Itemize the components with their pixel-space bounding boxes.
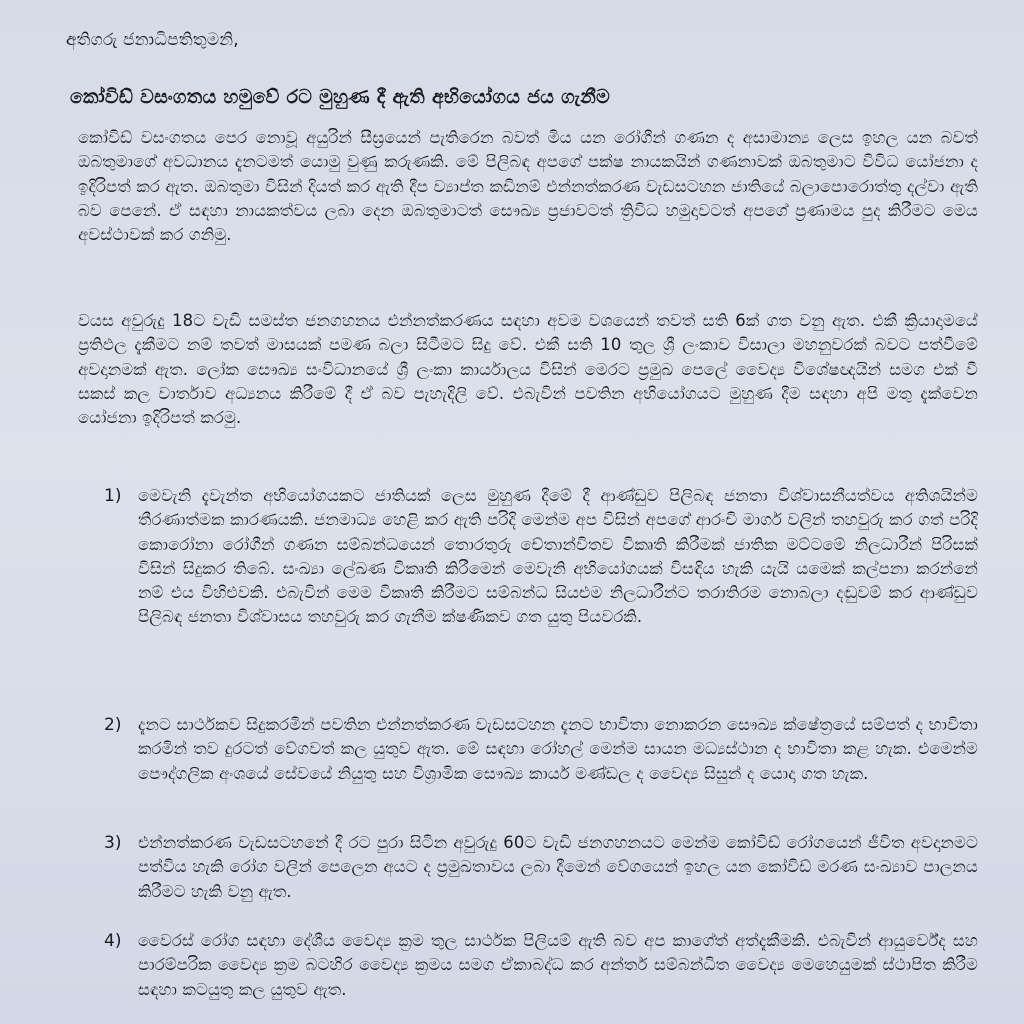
list-item-number: 3) [104, 833, 122, 853]
paragraph-2: වයස අවුරුදු 18ට වැඩි සමස්ත ජනගහනය එන්නත්කරණය සඳහා අවම වශයෙන් තවත් සති 6ක් ගත වනු ඇත. එකී ක්‍රියාදාමයේ ප්‍රතිඵල දැකීමට නම් තවත් මාසයක් පමණ බලා සිටීමට සිදු වේ. එකී සති 10 තුල ශ්‍රී ලංකාව විසාලා මහනුවරක් බවට පත්වීමේ අවදානමක් ඇත. ලෝක සෞඛ්‍ය සංවිධානයේ ශ්‍රී ලංකා කාර්යාලය විසින් මෙරට ප්‍රමුඛ පෙලේ වෛද්‍ය විශේෂඥයින් සමග එක් වී සකස් කල වාර්තාව අධ්‍යනය කිරීමේ දී ඒ බව පැහැදිලි වේ. එබැවින් පවතින අභියෝගයට මුහුණ දීම සඳහා අපි මතු දැක්වෙන යෝජනා ඉදිරිපත් කරමු. [78, 311, 978, 428]
letter-heading: කෝවිඩ් වසංගතය හමුවේ රට මුහුණ දී ඇති අභියෝගය ජය ගැනීම [70, 86, 611, 108]
list-item-text: මෙවැනි දැවැන්ත අභියෝගයකට ජාතියක් ලෙස මුහුණ දීමේ දී ආණ්ඩුව පිලිබඳ ජනතා විශ්වාසනීයත්වය අතිශයින්ම තීරණාත්මක කාරණයකි. ජනමාධ්‍ය හෙළි කර ඇති පරිදි මෙන්ම අප විසින් අපගේ ආරංචි මාර්ග වලින් තහවුරු කර ගත් පරිදි කොරෝනා රෝගීන් ගණන සම්බන්ධයෙන් තොරතුරු චේතාන්විතව විකෘති කිරීමක් ජාතික මට්ටමේ නිලධාරීන් පිරිසක් විසින් සිදුකර තිබේ. සංඛ්‍යා ලේඛණ විකෘති කිරීමෙන් මෙවැනි අභියෝගයක් විසඳිය හැකි යැයි යමෙක් කල්පනා කරන්නේ නම් එය විහිළුවකි. එබැවින් මෙම විකෘති කිරීමට සම්බන්ධ සියළුම නිලධාරීන්ට තරාතිරම නොබලා දඬුවම් කර ආණ්ඩුව පිලිබඳ ජනතා විශ්වාසය තහවුරු කර ගැනීම ක්ෂණිකව ගත යුතු පියවරකි. [138, 486, 978, 627]
list-item-text: වෛරස් රෝග සඳහා දේශීය වෛද්‍ය ක්‍රම තුල සාර්ථක පිලියම් ඇති බව අප කාගේත් අත්දැකීමකි. එබැවින් ආයුර්වේද සහ පාරම්පරික වෛද්‍ය ක්‍රම බටහිර වෛද්‍ය ක්‍රමය සමග ඒකාබද්ධ කර අන්තර් සම්බන්ධිත වෛද්‍ය මෙහෙයුමක් ස්ථාපිත කිරීම සඳහා කටයුතු කල යුතුව ඇත. [138, 931, 978, 999]
list-item-number: 4) [104, 931, 122, 951]
list-item-text: දැනට සාර්ථකව සිදුකරමින් පවතින එන්නත්කරණ වැඩසටහන දැනට භාවිතා නොකරන සෞඛ්‍ය ක්ෂේත්‍රයේ සම්පත් ද භාවිතා කරමින් තව දුරටත් වේගවත් කල යුතුව ඇත. මේ සඳහා රෝහල් මෙන්ම සායන මධ්‍යස්ථාන ද භාවිතා කළ හැක. එමෙන්ම පෞද්ගලික අංශයේ සේවයේ නියුතු සහ විශ්‍රාමික සෞඛ්‍ය කාර්ය මණ්ඩල ද වෛද්‍ය සිසුන් ද යොදා ගත හැක. [138, 715, 978, 783]
list-item-number: 1) [104, 486, 122, 506]
paragraph-1: කෝවිඩ් වසංගතය පෙර නොවූ අයුරින් සීඝ්‍රයෙන් පැතිරෙන බවත් මිය යන රෝගීන් ගණන ද අසාමාන්‍ය ලෙස ඉහල යන බවත් ඔබතුමාගේ අවධානය දැනටමත් යොමු වුණු කරුණකි. මේ පිලිබඳ අපගේ පක්ෂ නායකයින් ගණනාවක් ඔබතුමාට විවිධ යෝජනා ද ඉදිරිපත් කර ඇත. ඔබතුමා විසින් දියත් කර ඇති දීප ව්‍යාප්ත කඩිනම් එන්නත්කරණ වැඩසටහන ජාතියේ බලාපොරොත්තු දල්වා ඇති බව පෙනේ. ඒ සඳහා නායකත්වය ලබා දෙන ඔබතුමාටත් සෞඛ්‍ය ප්‍රජාවටත් ත්‍රිවිධ හමුදාවටත් අපගේ ප්‍රණාමය පුද කිරීමට මෙය අවස්ථාවක් කර ගනිමු. [78, 128, 978, 245]
list-item-text: එන්නත්කරණ වැඩසටහනේ දී රට පුරා සිටින අවුරුදු 60ට වැඩි ජනගහනයට මෙන්ම කෝවිඩ් රෝගයෙන් ජීවිත අවදානමට පත්විය හැකි රෝග වලින් පෙලෙන අයට ද ප්‍රමුඛතාවය ලබා දීමෙන් වේගයෙන් ඉහල යන කෝවිඩ් මරණ සංඛ්‍යාව පාලනය කිරීමට හැකි වනු ඇත. [138, 833, 978, 901]
salutation: අතිගරු ජනාධිපතිතුමනි, [66, 30, 239, 50]
list-item-number: 2) [104, 715, 122, 735]
